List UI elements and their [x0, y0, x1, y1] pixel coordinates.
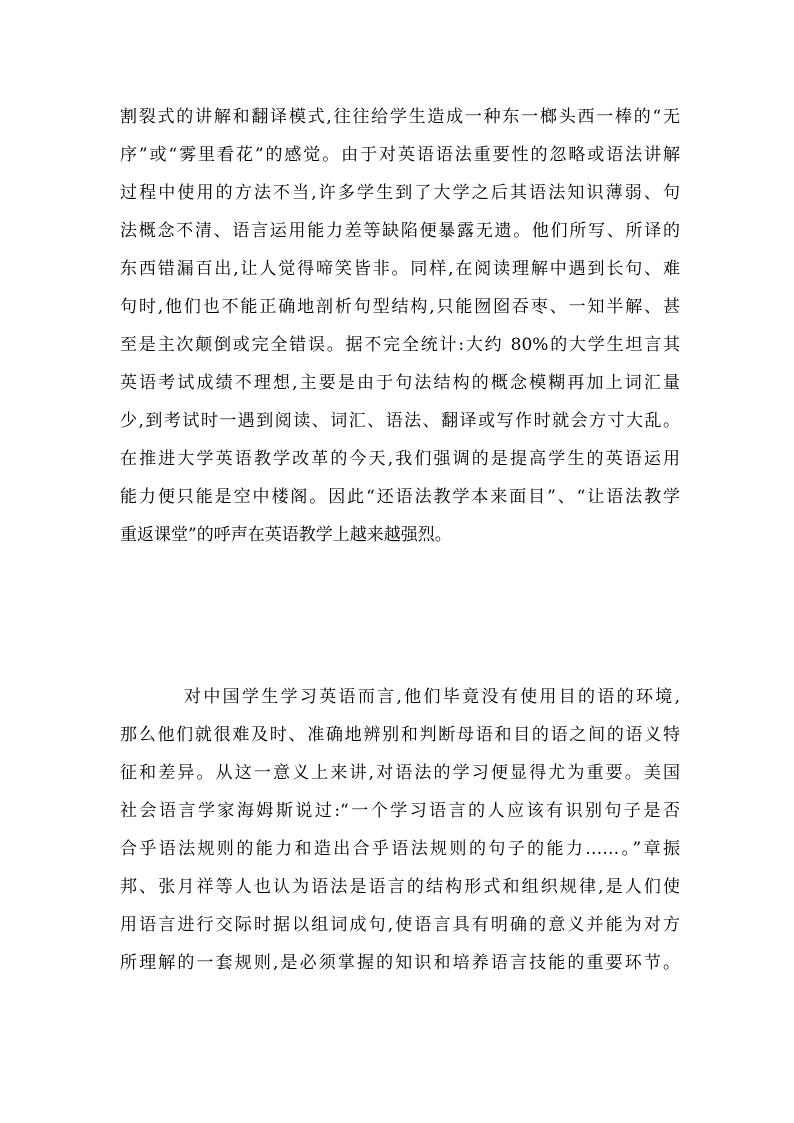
- paragraph-1-line-8: 英语考试成绩不理想,主要是由于句法结构的概念模糊再加上词汇量: [120, 373, 680, 393]
- paragraph-2-line-2: 那么他们就很难及时、准确地辨别和判断母语和目的语之间的语义特: [120, 725, 680, 745]
- paragraph-1-line-11: 能力便只能是空中楼阁。因此“还语法教学本来面目”、“让语法教学: [120, 487, 680, 507]
- paragraph-2-line-5: 合乎语法规则的能力和造出合乎语法规则的句子的能力……。”章振: [120, 839, 680, 859]
- paragraph-2: [120, 678, 680, 982]
- paragraph-1-line-3: 过程中使用的方法不当,许多学生到了大学之后其语法知识薄弱、句: [120, 183, 680, 203]
- paragraph-1-line-1: 割裂式的讲解和翻译模式,往往给学生造成一种东一榔头西一棒的“无: [120, 107, 680, 127]
- paragraph-1-line-6: 句时,他们也不能正确地剖析句型结构,只能囫囵吞枣、一知半解、甚: [120, 297, 680, 317]
- paragraph-2-line-6: 邦、张月祥等人也认为语法是语言的结构形式和组织规律,是人们使: [120, 877, 680, 897]
- paragraph-1-line-5: 东西错漏百出,让人觉得啼笑皆非。同样,在阅读理解中遇到长句、难: [120, 259, 680, 279]
- paragraph-1-line-2: 序”或“雾里看花”的感觉。由于对英语语法重要性的忽略或语法讲解: [120, 145, 680, 165]
- paragraph-1-line-12: 重返课堂”的呼声在英语教学上越来越强烈。: [120, 525, 452, 545]
- paragraph-2-line-7: 用语言进行交际时据以组词成句,使语言具有明确的意义并能为对方: [120, 915, 680, 935]
- paragraph-2-line-1: 对中国学生学习英语而言,他们毕竟没有使用目的语的环境,: [184, 687, 680, 707]
- paragraph-1-line-7: 至是主次颠倒或完全错误。据不完全统计:大约 80%的大学生坦言其: [120, 335, 680, 355]
- paragraph-2-line-8: 所理解的一套规则,是必须掌握的知识和培养语言技能的重要环节。: [120, 953, 680, 973]
- paragraph-1-line-4: 法概念不清、语言运用能力差等缺陷便暴露无遗。他们所写、所译的: [120, 221, 680, 241]
- paragraph-2-line-3: 征和差异。从这一意义上来讲,对语法的学习便显得尤为重要。美国: [120, 763, 680, 783]
- paragraph-1-line-9: 少,到考试时一遇到阅读、词汇、语法、翻译或写作时就会方寸大乱。: [120, 411, 680, 431]
- paragraph-1-line-10: 在推进大学英语教学改革的今天,我们强调的是提高学生的英语运用: [120, 449, 680, 469]
- paragraph-2-line-4: 社会语言学家海姆斯说过:“一个学习语言的人应该有识别句子是否: [120, 801, 680, 821]
- paragraph-1: [120, 98, 680, 554]
